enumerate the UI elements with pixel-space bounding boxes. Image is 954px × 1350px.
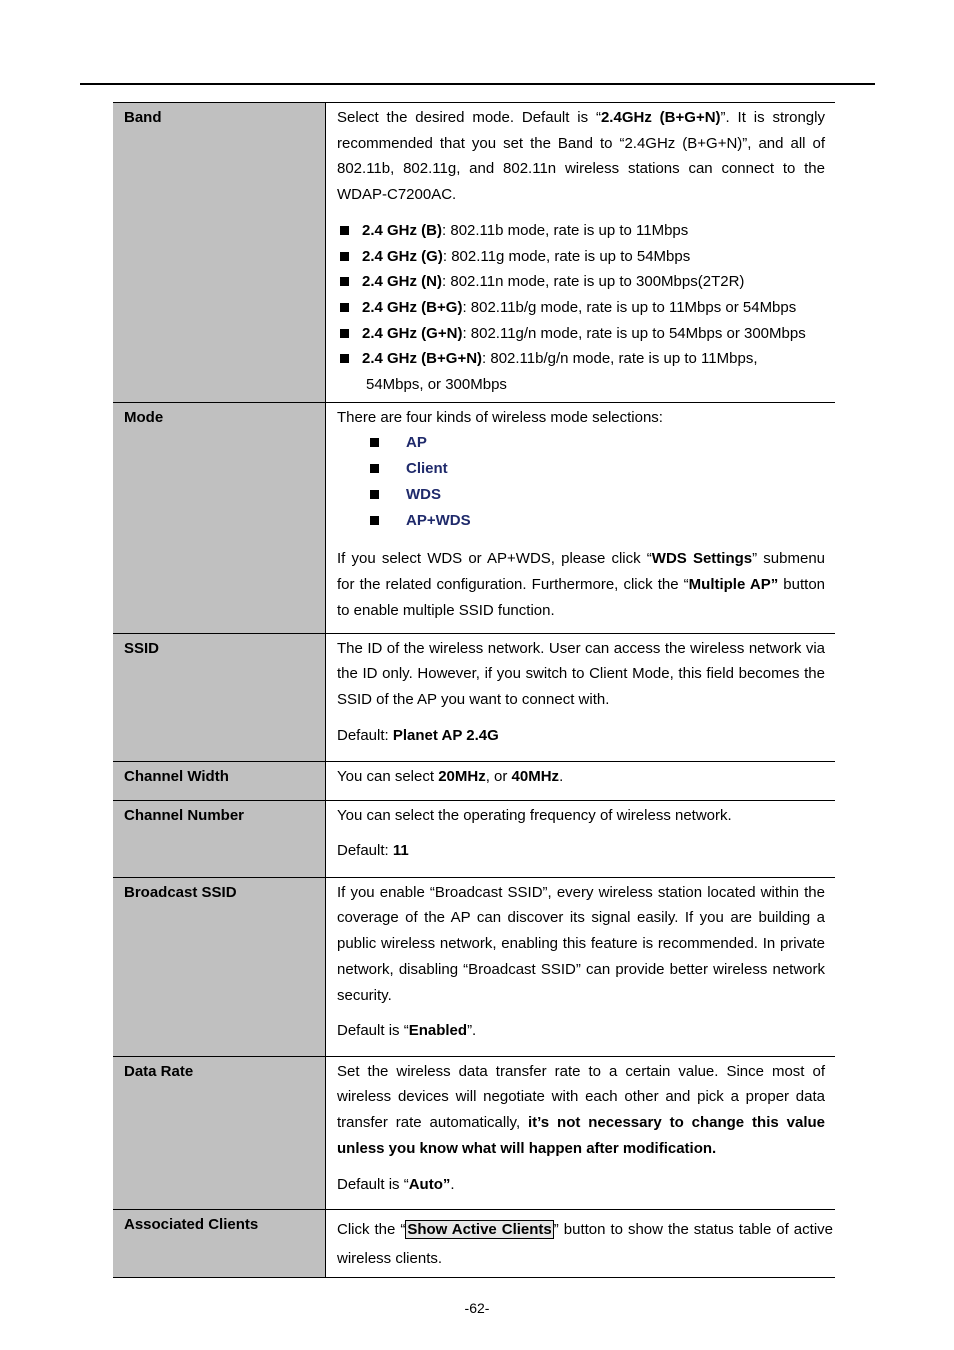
table-row bbox=[113, 1056, 835, 1209]
row-label: Broadcast SSID bbox=[124, 883, 237, 901]
band-name: 2.4 GHz (G) bbox=[362, 247, 443, 265]
list-item bbox=[337, 244, 825, 270]
band-paragraph bbox=[337, 105, 825, 208]
band-name: 2.4 GHz (B) bbox=[362, 221, 443, 239]
row-label: Channel Number bbox=[124, 806, 245, 824]
header-rule bbox=[80, 83, 875, 85]
mode-intro: There are four kinds of wireless mode selections: bbox=[337, 408, 663, 426]
channel-width-text bbox=[337, 764, 825, 790]
list-item bbox=[337, 218, 825, 244]
parameter-table bbox=[113, 102, 835, 1278]
default-value: Enabled bbox=[408, 1022, 468, 1040]
row-label: Band bbox=[124, 109, 162, 126]
broadcast-ssid-paragraph: If you enable “Broadcast SSID”, every wireless station located within the coverage of the AP can discover its signal easily. If you are building a public wireless network, enabling this feature is recommended. In private network, disabling “Broadcast SSID” can provide better wireless network security. bbox=[337, 883, 825, 1004]
mode-option-ap-wds: AP+WDS bbox=[337, 508, 825, 534]
mode-option-ap: AP bbox=[337, 430, 825, 456]
band-text: : 802.11b/g mode, rate is up to 11Mbps or 54Mbps bbox=[462, 298, 797, 316]
row-description bbox=[326, 402, 836, 633]
row-description bbox=[326, 633, 836, 761]
mode-paragraph bbox=[337, 546, 825, 623]
band-text: : 802.11b/g/n mode, rate is up to 11Mbps, bbox=[482, 350, 758, 368]
row-label-cell bbox=[113, 103, 326, 403]
table-row bbox=[113, 633, 835, 761]
row-label: Mode bbox=[124, 408, 164, 426]
default-value: 11 bbox=[392, 842, 409, 860]
associated-clients-text bbox=[337, 1215, 833, 1273]
row-description bbox=[326, 103, 836, 403]
row-label-cell bbox=[113, 761, 326, 800]
band-name: 2.4 GHz (N) bbox=[362, 273, 443, 291]
band-name: 2.4 GHz (G+N) bbox=[362, 324, 463, 342]
mode-option-client: Client bbox=[337, 456, 825, 482]
table-row bbox=[113, 103, 835, 403]
row-label: Data Rate bbox=[124, 1062, 194, 1080]
data-rate-default bbox=[337, 1172, 825, 1198]
list-item bbox=[337, 321, 825, 347]
list-item bbox=[337, 346, 825, 397]
text-span: ” button to show the status table of active wireless clients. bbox=[337, 1220, 833, 1267]
text-span: Default is “ bbox=[337, 1022, 409, 1040]
text-span: , or bbox=[485, 767, 512, 785]
show-active-clients-button[interactable]: Show Active Clients bbox=[407, 1220, 552, 1238]
mode-list bbox=[337, 430, 825, 533]
list-item bbox=[337, 269, 825, 295]
text-span: Default is “ bbox=[337, 1175, 409, 1193]
text-span: You can select bbox=[337, 767, 439, 785]
band-name: 2.4 GHz (B+G+N) bbox=[362, 350, 483, 368]
row-description bbox=[326, 877, 836, 1056]
row-label: SSID bbox=[124, 639, 160, 657]
band-text: : 802.11b mode, rate is up to 11Mbps bbox=[442, 221, 689, 239]
row-label-cell bbox=[113, 1209, 326, 1277]
text-span: If you select WDS or AP+WDS, please click “ bbox=[337, 550, 652, 568]
text-span: Select the desired mode. Default is “ bbox=[337, 109, 601, 126]
channel-number-default bbox=[337, 838, 825, 864]
text-span: Default: bbox=[337, 726, 393, 744]
data-rate-paragraph bbox=[337, 1059, 825, 1162]
row-description bbox=[326, 800, 836, 877]
table-row bbox=[113, 402, 835, 633]
band-text-continued: 54Mbps, or 300Mbps bbox=[366, 376, 507, 394]
page-number: -62- bbox=[464, 1300, 490, 1316]
text-span: button to enable multiple SSID function. bbox=[337, 575, 826, 619]
option-20mhz: 20MHz bbox=[438, 767, 486, 785]
band-list bbox=[337, 218, 825, 398]
option-40mhz: 40MHz bbox=[511, 767, 560, 785]
default-value: Planet AP 2.4G bbox=[392, 726, 499, 744]
row-label-cell bbox=[113, 1056, 326, 1209]
band-text: : 802.11g mode, rate is up to 54Mbps bbox=[442, 247, 691, 265]
ssid-default bbox=[337, 723, 825, 749]
text-span: Set the wireless data transfer rate to a certain value. Since most of wireless devices will negotiate with each other and pick a proper data transfer rate automatically, bbox=[337, 1062, 825, 1132]
default-value: Auto” bbox=[408, 1175, 451, 1193]
ssid-paragraph: The ID of the wireless network. User can access the wireless network via the ID only. However, if you switch to Client Mode, this field becomes the SSID of the AP you want to connect with. bbox=[337, 639, 825, 709]
row-label-cell bbox=[113, 877, 326, 1056]
text-span: ”. It is strongly recommended that you set the Band to “2.4GHz (B+G+N)”, and all of 802.11b, 802.11g, and 802.11n wireless stations can connect to the WDAP-C7200AC. bbox=[337, 109, 825, 204]
row-label-cell bbox=[113, 402, 326, 633]
band-text: : 802.11g/n mode, rate is up to 54Mbps or 300Mbps bbox=[462, 324, 806, 342]
row-label: Channel Width bbox=[124, 767, 229, 785]
band-name: 2.4 GHz (B+G) bbox=[362, 298, 463, 316]
broadcast-ssid-default bbox=[337, 1018, 825, 1044]
row-description bbox=[326, 761, 836, 800]
data-rate-warning: it’s not necessary to change this value unless you know what will happen after modification. bbox=[337, 1114, 825, 1157]
row-description bbox=[326, 1056, 836, 1209]
table-row bbox=[113, 877, 835, 1056]
table-row bbox=[113, 761, 835, 800]
table-row bbox=[113, 800, 835, 877]
list-item bbox=[337, 295, 825, 321]
text-span: ”. bbox=[467, 1022, 477, 1040]
text-span: . bbox=[450, 1175, 455, 1193]
text-span: . bbox=[559, 767, 564, 785]
wds-settings-ref: WDS Settings bbox=[651, 550, 753, 568]
text-span: Default: bbox=[337, 842, 393, 860]
text-span: Click the “ bbox=[337, 1220, 406, 1238]
mode-option-wds: WDS bbox=[337, 482, 825, 508]
row-label: Associated Clients bbox=[124, 1215, 259, 1233]
row-description bbox=[326, 1209, 836, 1277]
band-text: : 802.11n mode, rate is up to 300Mbps(2T2R) bbox=[442, 273, 745, 291]
row-label-cell bbox=[113, 633, 326, 761]
default-band: 2.4GHz (B+G+N) bbox=[600, 109, 721, 126]
multiple-ap-ref: Multiple AP” bbox=[688, 575, 779, 593]
channel-number-paragraph: You can select the operating frequency of wireless network. bbox=[337, 806, 732, 824]
row-label-cell bbox=[113, 800, 326, 877]
table-row bbox=[113, 1209, 835, 1277]
text-span: ” submenu for the related configuration. Furthermore, click the “ bbox=[337, 550, 826, 593]
